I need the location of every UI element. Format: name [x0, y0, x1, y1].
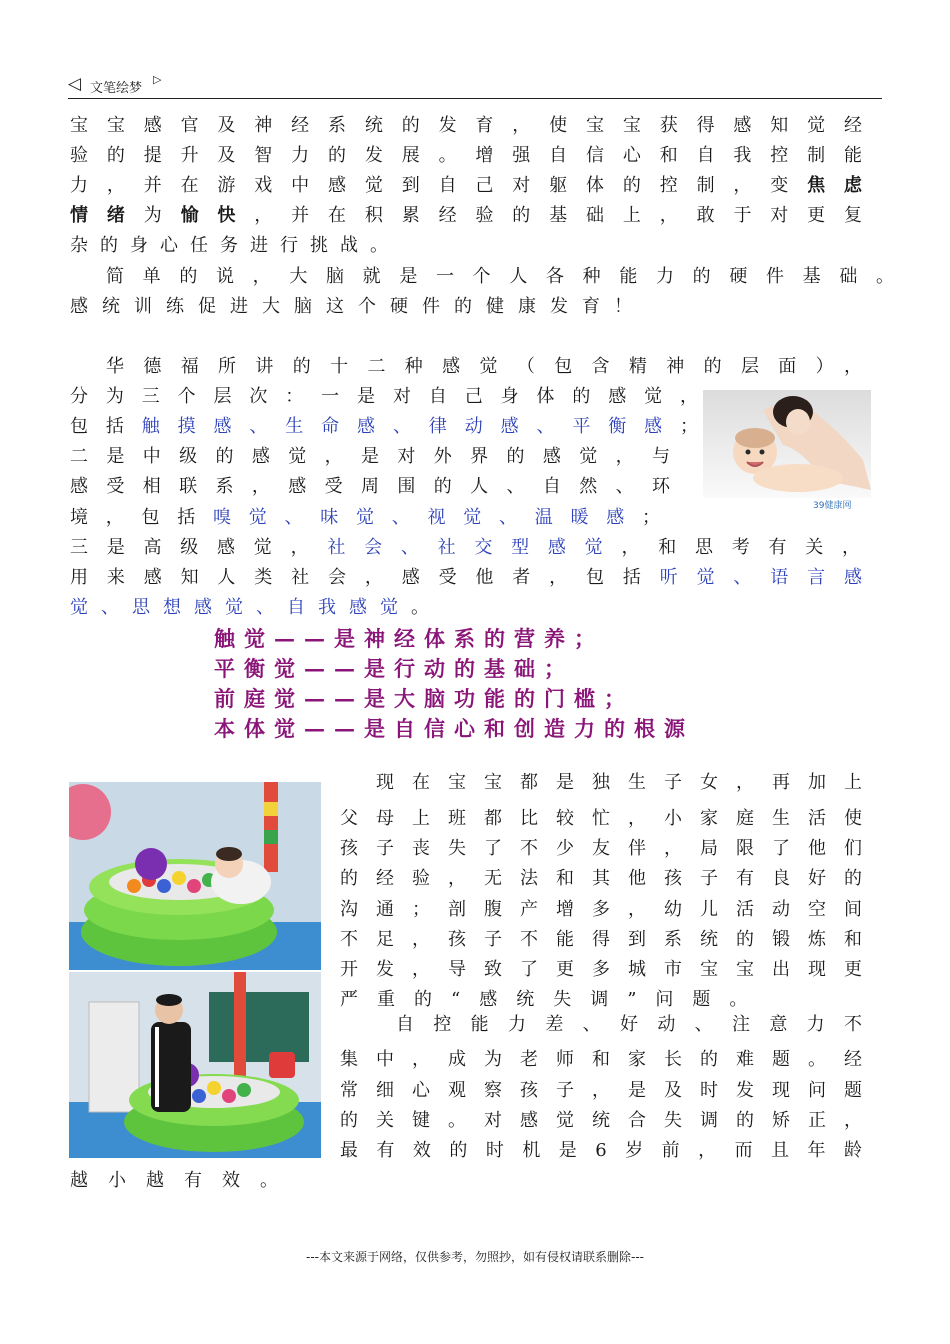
- para3-line-6: [70, 505, 660, 531]
- para5-line-4: 的关键。对感觉统合失调的矫正，: [340, 1110, 862, 1131]
- para4-line-7: 开发，导致了更多城市宝宝出现更: [340, 959, 862, 980]
- para5-line-3: 常细心观察孩子，是及时发现问题: [340, 1080, 862, 1101]
- para3-line-8: [70, 565, 862, 591]
- para3-line-7: [70, 535, 860, 561]
- mother-baby-photo: [703, 390, 871, 517]
- para3-line-7-a: 三是高级感觉，: [70, 537, 328, 558]
- para3-line-3-a: 包括: [70, 416, 142, 437]
- left-triangle-icon: ◁: [68, 74, 82, 94]
- para1-line-4-b: ，并在积累经验的基础上，敢于对更复: [254, 205, 862, 226]
- ball-pit-photo-2: [69, 972, 321, 1158]
- highlight-vestibular: 前庭觉——是大脑功能的门槛；: [214, 686, 634, 711]
- para4-line-3: 孩子丧失了不少友伴，局限了他们: [340, 838, 862, 859]
- para1-line-2: 验的提升及智力的发展。增强自信心和自我控制能: [70, 145, 862, 166]
- para3-line-9-b: 。: [411, 597, 442, 618]
- para4-line-4: 的经验，无法和其他孩子有良好的: [340, 868, 862, 889]
- para4-line-8: 严重的“感统失调”问题。: [340, 989, 767, 1010]
- para5-line-1: 自控能力差、好动、注意力不: [396, 1014, 862, 1035]
- highlight-balance: 平衡觉——是行动的基础；: [214, 656, 574, 681]
- para3-line-7-c: ，和思考有关，: [621, 537, 860, 558]
- sense-list-4a: 听觉、语言感: [659, 567, 862, 588]
- para1-line-5: 杂的身心任务进行挑战。: [70, 235, 400, 256]
- bold-anxiety-2: 情绪: [70, 205, 144, 226]
- para4-line-6: 不足，孩子不能得到系统的锻炼和: [340, 929, 862, 950]
- page-header: [68, 72, 882, 99]
- para3-line-5: 感受相联系，感受周围的人、自然、环: [70, 476, 670, 497]
- para3-line-2: 分为三个层次：一是对自己身体的感觉，: [70, 386, 698, 407]
- para5-line-6: 越小越有效。: [70, 1170, 298, 1191]
- highlight-proprioception: 本体觉——是自信心和创造力的根源: [214, 716, 694, 741]
- sense-list-3: 社会、社交型感觉: [327, 537, 622, 558]
- para1-line-1: 宝宝感官及神经系统的发育，使宝宝获得感知觉经: [70, 115, 862, 136]
- bold-happy: 愉快: [180, 205, 255, 226]
- ball-pit-photo-1: [69, 782, 321, 970]
- sense-list-2: 嗅觉、味觉、视觉、温暖感: [213, 507, 642, 528]
- para3-line-6-c: ；: [642, 507, 660, 528]
- highlight-touch: 触觉——是神经体系的营养；: [214, 626, 604, 651]
- para4-line-2: 父母上班都比较忙，小家庭生活使: [340, 808, 862, 829]
- para2-line-1: 简单的说，大脑就是一个人各种能力的硬件基础。: [106, 266, 894, 287]
- para5-line-2: 集中，成为老师和家长的难题。经: [340, 1049, 862, 1070]
- para3-line-8-a: 用来感知人类社会，感受他者，包括: [70, 567, 660, 588]
- para3-line-3-c: ；: [680, 416, 698, 437]
- source-disclaimer: ---本文来源于网络，仅供参考，勿照抄，如有侵权请联系删除---: [306, 1250, 644, 1264]
- para3-line-4: 二是中级的感觉，是对外界的感觉，与: [70, 446, 670, 467]
- para4-line-5: 沟通；剖腹产增多，幼儿活动空间: [340, 899, 862, 920]
- right-triangle-icon: ▷: [153, 73, 162, 86]
- watermark-text: 39健康网: [813, 501, 852, 511]
- para4-line-1: 现在宝宝都是独生子女，再加上: [376, 772, 862, 793]
- bold-anxiety-1: 焦虑: [807, 175, 862, 196]
- para3-line-6-a: 境，包括: [70, 507, 213, 528]
- para2-line-2: 感统训练促进大脑这个硬件的健康发育！: [70, 296, 646, 317]
- para1-line-4: [70, 203, 862, 229]
- header-title: 文笔绘梦: [90, 81, 143, 96]
- para1-line-3: [70, 173, 862, 199]
- para3-line-9: [70, 595, 862, 621]
- para3-line-1: 华德福所讲的十二种感觉（包含精神的层面），: [106, 356, 862, 377]
- para3-line-3: [70, 414, 698, 440]
- para5-line-5: 最有效的时机是6岁前，而且年龄: [340, 1140, 862, 1161]
- sense-list-1: 触摸感、生命感、律动感、平衡感: [141, 416, 680, 437]
- sense-list-4b: 觉、思想感觉、自我感觉: [70, 597, 411, 618]
- para1-line-3-text: 力，并在游戏中感觉到自己对躯体的控制，变: [70, 175, 808, 196]
- para1-line-4-a: 为: [143, 205, 181, 226]
